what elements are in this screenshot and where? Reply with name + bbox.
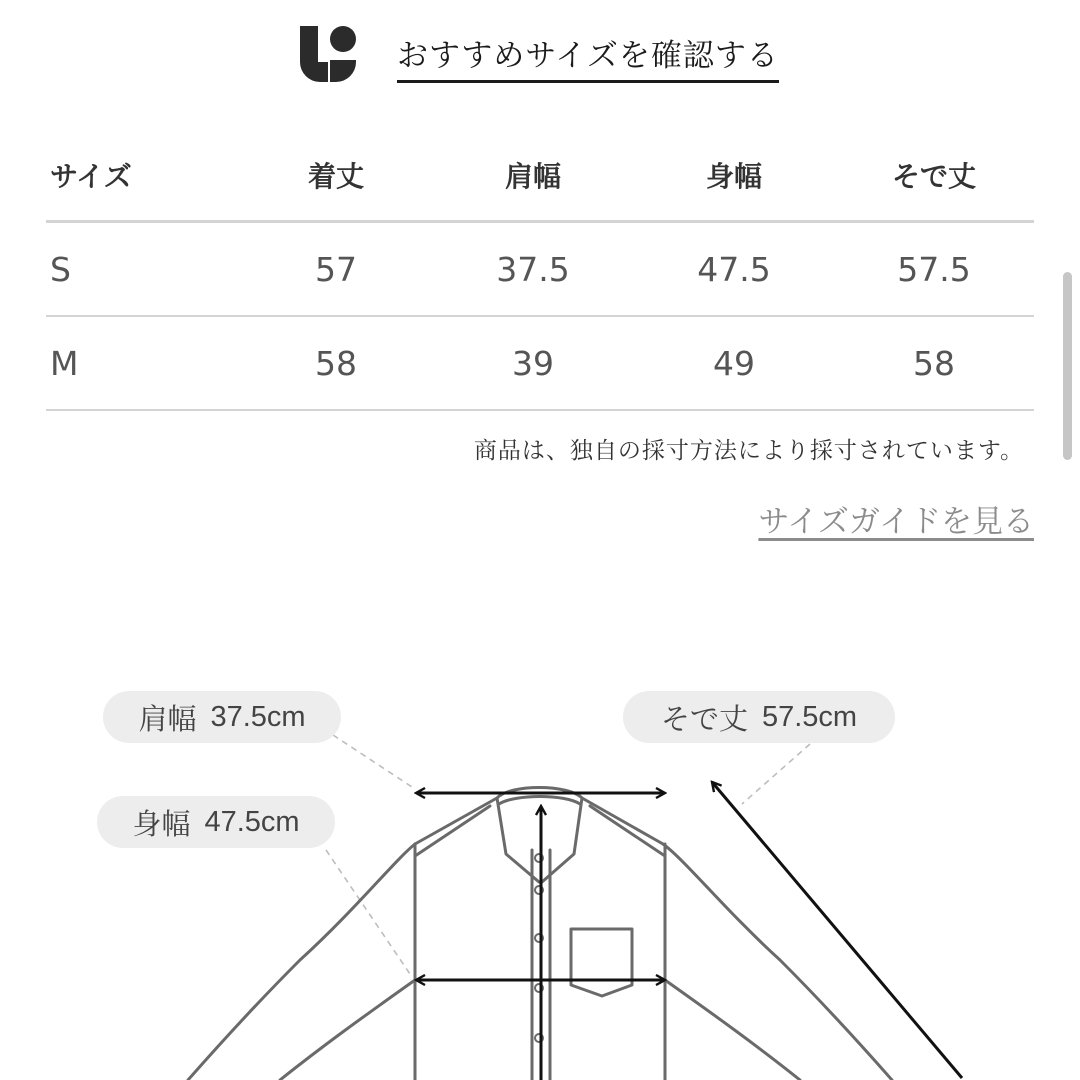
header — [0, 0, 1080, 100]
header-body-width: 身幅 — [705, 160, 762, 193]
recommend-size-link[interactable]: おすすめサイズを確認する — [397, 30, 779, 83]
cell-body-width: 49 — [713, 343, 755, 383]
brand-logo-icon[interactable] — [298, 24, 358, 84]
body-width-label — [97, 796, 335, 848]
cell-sleeve: 57.5 — [897, 249, 971, 289]
measurement-note: 商品は、独自の採寸方法により採寸されています。 — [473, 438, 1024, 464]
cell-sleeve: 58 — [913, 343, 955, 383]
cell-shoulder: 37.5 — [496, 249, 570, 289]
sleeve-label-name: そで丈 — [660, 701, 748, 736]
shoulder-label-value: 37.5cm — [210, 700, 306, 733]
cell-shoulder: 39 — [512, 343, 554, 383]
scrollbar[interactable] — [1063, 272, 1072, 460]
sleeve-label — [623, 691, 895, 743]
body-width-label-value: 47.5cm — [204, 805, 300, 838]
body-width-label-name: 身幅 — [132, 806, 191, 841]
header-shoulder: 肩幅 — [504, 160, 561, 193]
header-size: サイズ — [50, 160, 132, 193]
measurement-arrows — [416, 782, 962, 1080]
measurement-diagram — [0, 560, 1080, 1080]
cell-length: 58 — [315, 343, 357, 383]
table-row — [46, 223, 1034, 317]
cell-body-width: 47.5 — [697, 249, 771, 289]
shoulder-label-name: 肩幅 — [138, 701, 197, 736]
leader-lines — [326, 735, 810, 974]
cell-length: 57 — [315, 249, 357, 289]
cell-size: S — [50, 249, 71, 289]
size-guide-link[interactable]: サイズガイドを見る — [758, 504, 1034, 540]
table-header-row — [46, 130, 1034, 223]
size-table — [46, 130, 1034, 411]
header-length: 着丈 — [307, 160, 364, 193]
header-sleeve: そで丈 — [891, 160, 976, 193]
sleeve-label-value: 57.5cm — [761, 700, 858, 733]
cell-size: M — [50, 343, 79, 383]
shoulder-label — [103, 691, 341, 743]
table-row — [46, 317, 1034, 411]
